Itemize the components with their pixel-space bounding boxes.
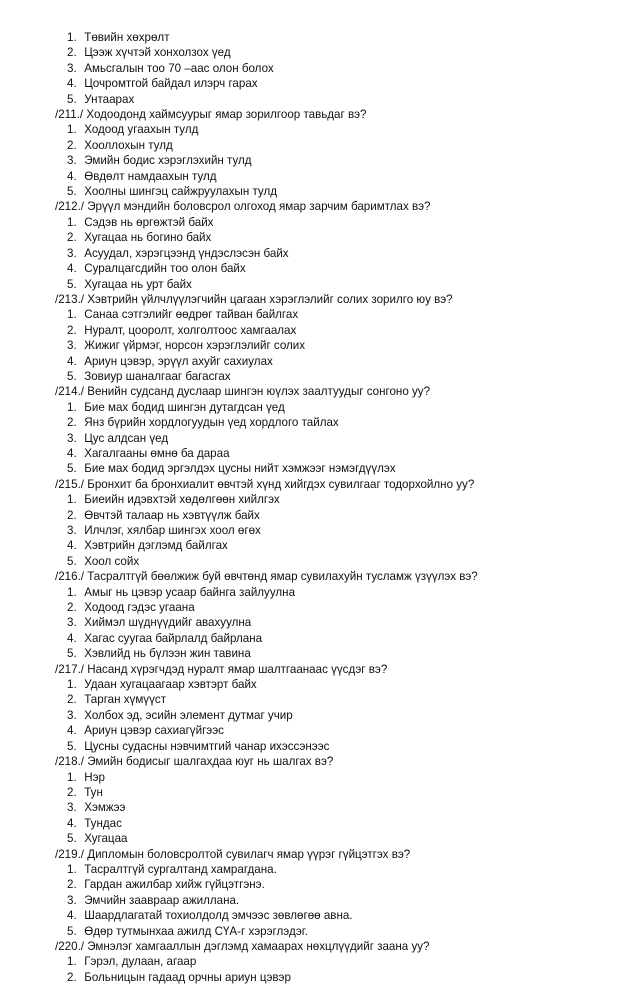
answer-option	[55, 169, 615, 184]
option-number: 2.	[67, 601, 77, 615]
option-number: 5.	[67, 369, 77, 383]
option-number: 1.	[67, 955, 77, 969]
option-number: 4.	[67, 446, 77, 460]
option-number: 4.	[67, 169, 77, 183]
question-text: /217./ Насанд хүрэгчдэд нуралт ямар шалтгаанаас үүсдэг вэ?	[55, 662, 388, 676]
option-text: Ариун цэвэр, эрүүл ахуйг сахиулах	[84, 354, 273, 368]
answer-option	[55, 338, 615, 353]
document-page	[55, 30, 615, 985]
option-number: 1.	[67, 31, 77, 44]
option-text: Удаан хугацаагаар хэвтэрт байх	[84, 678, 257, 692]
answer-option	[55, 446, 615, 461]
answer-option	[55, 708, 615, 723]
option-text: Ходоод угаахын тулд	[84, 123, 199, 137]
option-number: 2.	[67, 416, 77, 430]
option-text: Жижиг үйрмэг, норсон хэрэглэлийг солих	[84, 339, 306, 353]
option-text: Амыг нь цэвэр усаар байнга зайлуулна	[84, 585, 296, 599]
answer-option	[55, 30, 615, 45]
option-number: 2.	[67, 323, 77, 337]
answer-option	[55, 45, 615, 60]
option-text: Хэмжээ	[84, 801, 126, 815]
answer-options	[55, 400, 615, 477]
answer-option	[55, 631, 615, 646]
option-number: 3.	[67, 431, 77, 445]
answer-option	[55, 785, 615, 800]
option-text: Больницын гадаад орчны ариун цэвэр	[84, 970, 291, 984]
answer-option	[55, 184, 615, 199]
option-number: 3.	[67, 154, 77, 168]
question-text: /220./ Эмнэлэг хамгааллын дэглэмд хамаарах нөхцлүүдийг заана уу?	[55, 939, 430, 953]
answer-option	[55, 138, 615, 153]
option-text: Хугацаа	[84, 832, 128, 846]
option-number: 2.	[67, 508, 77, 522]
answer-option	[55, 369, 615, 384]
option-number: 5.	[67, 185, 77, 199]
option-text: Ходоод гэдэс угаана	[84, 601, 195, 615]
option-text: Тун	[84, 785, 103, 799]
option-text: Эмийн бодис хэрэглэхийн тулд	[84, 154, 252, 168]
answer-option	[55, 646, 615, 661]
option-text: Өвдөлт намдаахын тулд	[84, 169, 217, 183]
answer-option	[55, 862, 615, 877]
question-block	[55, 939, 615, 985]
option-text: Хагас суугаа байрлалд байрлана	[84, 631, 263, 645]
answer-options	[55, 585, 615, 662]
answer-option	[55, 523, 615, 538]
option-number: 1.	[67, 215, 77, 229]
question-block	[55, 199, 615, 291]
answer-option	[55, 585, 615, 600]
option-text: Хэвлийд нь бүлээн жин тавина	[84, 647, 251, 661]
answer-options	[55, 30, 615, 107]
option-number: 1.	[67, 585, 77, 599]
answer-options	[55, 215, 615, 292]
option-number: 2.	[67, 138, 77, 152]
answer-option	[55, 415, 615, 430]
question-text: /219./ Дипломын боловсролтой сувилагч ямар үүрэг гүйцэтгэх вэ?	[55, 847, 411, 861]
option-text: Сэдэв нь өргөжтэй байх	[84, 215, 214, 229]
answer-options	[55, 862, 615, 939]
answer-option	[55, 692, 615, 707]
answer-option	[55, 492, 615, 507]
option-text: Бие мах бодид эргэлдэх цусны нийт хэмжээг нэмэгдүүлэх	[84, 462, 396, 476]
option-text: Өдөр тутмынхаа ажилд СҮА-г хэрэглэдэг.	[84, 924, 308, 938]
answer-option	[55, 261, 615, 276]
option-text: Асуудал, хэрэгцээнд үндэслэсэн байх	[84, 246, 289, 260]
option-text: Цочромтгой байдал илэрч гарах	[84, 77, 258, 91]
option-number: 4.	[67, 77, 77, 91]
answer-option	[55, 508, 615, 523]
answer-option	[55, 230, 615, 245]
question-block	[55, 847, 615, 939]
answer-option	[55, 122, 615, 137]
answer-options	[55, 492, 615, 569]
option-number: 5.	[67, 554, 77, 568]
answer-options	[55, 677, 615, 754]
answer-option	[55, 538, 615, 553]
option-number: 1.	[67, 308, 77, 322]
question-block	[55, 384, 615, 476]
answer-option	[55, 600, 615, 615]
option-text: Холбох эд, эсийн элемент дутмаг учир	[84, 708, 293, 722]
option-number: 4.	[67, 724, 77, 738]
answer-option	[55, 770, 615, 785]
question-block	[55, 30, 615, 107]
answer-options	[55, 954, 615, 985]
option-text: Хугацаа нь богино байх	[84, 231, 212, 245]
answer-option	[55, 92, 615, 107]
option-number: 1.	[67, 123, 77, 137]
answer-option	[55, 723, 615, 738]
option-number: 5.	[67, 647, 77, 661]
question-text: /215./ Бронхит ба бронхиалит өвчтэй хүнд хийгдэх сувилгааг тодорхойлно уу?	[55, 477, 475, 491]
answer-option	[55, 554, 615, 569]
option-number: 5.	[67, 832, 77, 846]
question-text: /213./ Хэвтрийн үйлчлүүлэгчийн цагаан хэрэглэлийг солих зорилго юу вэ?	[55, 292, 453, 306]
option-number: 2.	[67, 231, 77, 245]
question-text: /212./ Эрүүл мэндийн боловсрол олгоход ямар зарчим баримтлах вэ?	[55, 200, 431, 214]
question-text: /216./ Тасралтгүй бөөлжиж буй өвчтөнд ямар сувилахуйн тусламж үзүүлэх вэ?	[55, 570, 478, 584]
option-text: Унтаарах	[84, 92, 135, 106]
option-number: 4.	[67, 262, 77, 276]
answer-options	[55, 307, 615, 384]
option-text: Нэр	[84, 770, 105, 784]
option-text: Цусны судасны нэвчимтгий чанар ихэссэнээс	[84, 739, 330, 753]
answer-option	[55, 153, 615, 168]
option-text: Биеийн идэвхтэй хөдөлгөөн хийлгэх	[84, 493, 280, 507]
answer-option	[55, 970, 615, 985]
answer-option	[55, 246, 615, 261]
question-text: /211./ Ходоодонд хаймсуурыг ямар зорилгоор тавьдаг вэ?	[55, 108, 367, 122]
option-number: 3.	[67, 893, 77, 907]
answer-option	[55, 739, 615, 754]
option-text: Санаа сэтгэлийг өөдрөг тайван байлгах	[84, 308, 299, 322]
option-number: 2.	[67, 970, 77, 984]
question-text: /214./ Венийн судсанд дуслаар шингэн юүлэх заалтуудыг сонгоно уу?	[55, 385, 431, 399]
option-number: 1.	[67, 493, 77, 507]
answer-option	[55, 954, 615, 969]
option-number: 4.	[67, 909, 77, 923]
question-block	[55, 662, 615, 754]
option-number: 3.	[67, 801, 77, 815]
question-block	[55, 569, 615, 661]
question-block	[55, 477, 615, 569]
option-text: Бие мах бодид шингэн дутагдсан үед	[84, 400, 285, 414]
option-number: 5.	[67, 462, 77, 476]
answer-option	[55, 76, 615, 91]
option-text: Гэрэл, дулаан, агаар	[84, 955, 197, 969]
option-number: 4.	[67, 816, 77, 830]
answer-option	[55, 215, 615, 230]
option-number: 2.	[67, 46, 77, 60]
answer-option	[55, 400, 615, 415]
option-number: 3.	[67, 708, 77, 722]
answer-option	[55, 307, 615, 322]
answer-option	[55, 924, 615, 939]
answer-option	[55, 61, 615, 76]
option-number: 3.	[67, 616, 77, 630]
option-number: 1.	[67, 770, 77, 784]
answer-option	[55, 323, 615, 338]
option-number: 3.	[67, 339, 77, 353]
option-number: 5.	[67, 92, 77, 106]
option-text: Хэвтрийн дэглэмд байлгах	[84, 539, 228, 553]
option-text: Янз бүрийн хордлогуудын үед хордлого тайлах	[84, 416, 339, 430]
option-text: Өвчтэй талаар нь хэвтүүлж байх	[84, 508, 260, 522]
option-text: Ариун цэвэр сахиагүйгээс	[84, 724, 224, 738]
option-number: 1.	[67, 862, 77, 876]
option-text: Эмчийн заавраар ажиллана.	[84, 893, 240, 907]
option-text: Зовиур шаналгааг багасгах	[84, 369, 231, 383]
answer-option	[55, 800, 615, 815]
option-number: 1.	[67, 678, 77, 692]
question-block	[55, 292, 615, 384]
option-number: 4.	[67, 539, 77, 553]
answer-option	[55, 877, 615, 892]
question-block	[55, 754, 615, 846]
option-text: Тасралтгүй сургалтанд хамрагдана.	[84, 862, 277, 876]
option-number: 3.	[67, 246, 77, 260]
option-text: Хоолны шингэц сайжруулахын тулд	[84, 185, 277, 199]
option-number: 4.	[67, 354, 77, 368]
answer-options	[55, 122, 615, 199]
option-text: Хугацаа нь урт байх	[84, 277, 192, 291]
option-text: Хоол сойх	[84, 554, 140, 568]
option-number: 3.	[67, 61, 77, 75]
option-number: 2.	[67, 693, 77, 707]
option-number: 2.	[67, 785, 77, 799]
option-text: Илчлэг, хялбар шингэх хоол өгөх	[84, 524, 261, 537]
option-text: Цээж хүчтэй хонхолзох үед	[84, 46, 231, 60]
question-text: /218./ Эмийн бодисыг шалгахдаа юуг нь шалгах вэ?	[55, 755, 334, 769]
option-text: Хооллохын тулд	[84, 138, 173, 152]
answer-option	[55, 677, 615, 692]
option-text: Шаардлагатай тохиолдолд эмчээс зөвлөгөө авна.	[84, 909, 353, 923]
option-text: Суралцагсдийн тоо олон байх	[84, 262, 246, 276]
answer-option	[55, 354, 615, 369]
question-block	[55, 107, 615, 199]
option-number: 3.	[67, 524, 77, 537]
answer-option	[55, 277, 615, 292]
answer-option	[55, 893, 615, 908]
option-number: 5.	[67, 277, 77, 291]
option-text: Нуралт, цооролт, холголтоос хамгаалах	[84, 323, 297, 337]
option-text: Тарган хүмүүст	[84, 693, 167, 707]
option-text: Цус алдсан үед	[84, 431, 169, 445]
answer-option	[55, 431, 615, 446]
option-text: Тундас	[84, 816, 122, 830]
answer-option	[55, 908, 615, 923]
option-number: 1.	[67, 400, 77, 414]
option-number: 5.	[67, 924, 77, 938]
answer-options	[55, 770, 615, 847]
answer-option	[55, 816, 615, 831]
option-text: Хиймэл шүднүүдийг авахуулна	[84, 616, 252, 630]
option-text: Гардан ажилбар хийж гүйцэтгэнэ.	[84, 878, 265, 892]
answer-option	[55, 831, 615, 846]
option-number: 4.	[67, 631, 77, 645]
option-number: 5.	[67, 739, 77, 753]
answer-option	[55, 615, 615, 630]
option-number: 2.	[67, 878, 77, 892]
answer-option	[55, 461, 615, 476]
option-text: Амьсгалын тоо 70 –аас олон болох	[84, 61, 274, 75]
option-text: Хагалгааны өмнө ба дараа	[84, 446, 230, 460]
option-text: Төвийн хөхрөлт	[84, 31, 170, 44]
